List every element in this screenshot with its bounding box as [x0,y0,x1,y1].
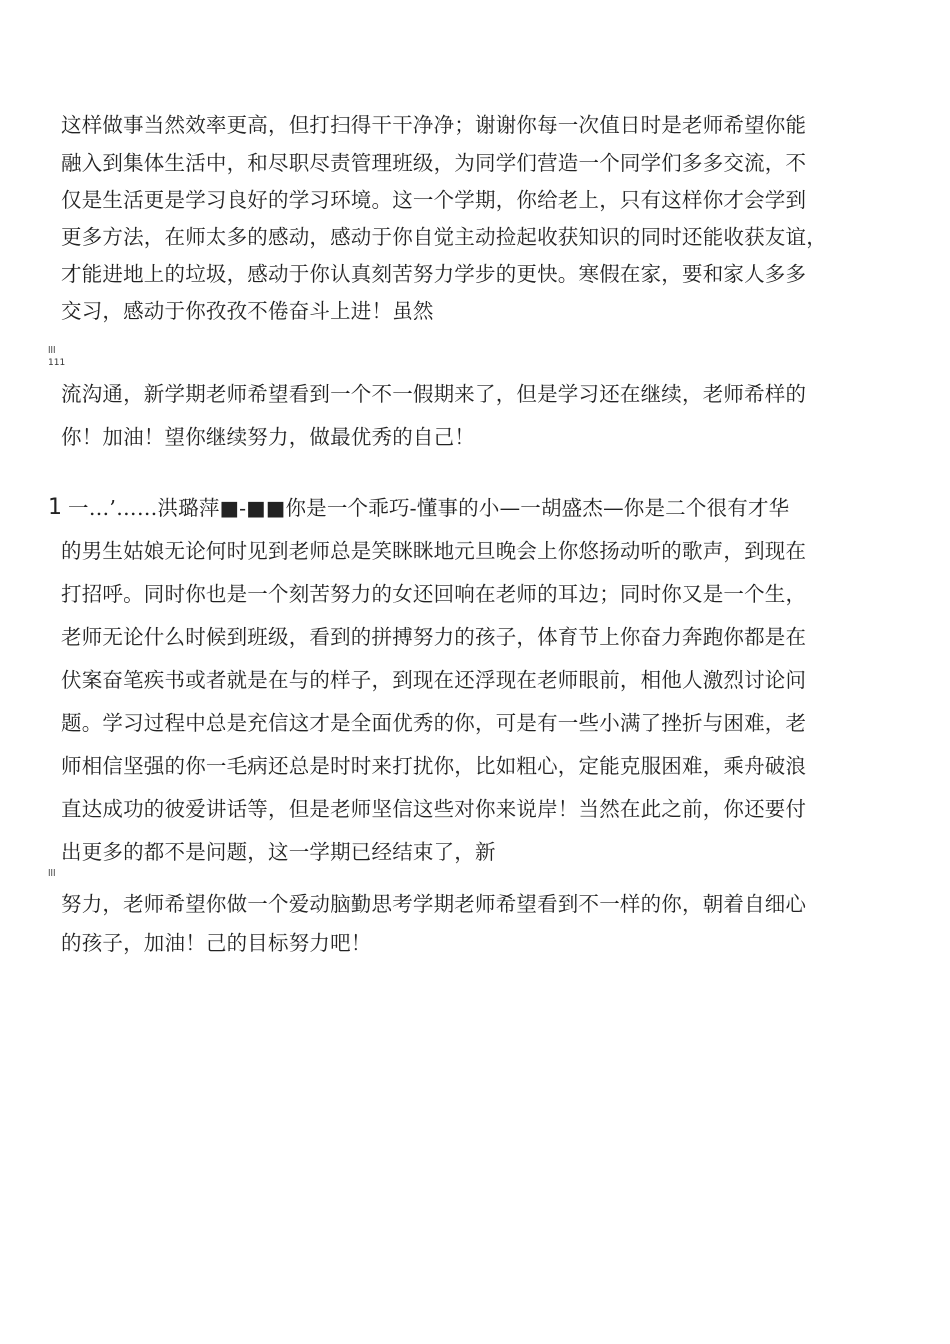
text-line: 流沟通，新学期老师希望看到一个不一假期来了，但是学习还在继续，老师希样的 [61,382,807,406]
text-line: 出更多的都不是问题，这一学期已经结束了，新 [61,840,496,864]
text-line: 的男生姑娘无论何时见到老师总是笑眯眯地元旦晚会上你悠扬动听的歌声，到现在 [61,539,807,563]
text-line: 融入到集体生活中，和尽职尽责管理班级，为同学们营造一个同学们多多交流，不 [61,151,807,175]
text-line: 的孩子，加油！己的目标努力吧！ [61,931,372,955]
page-marker: 111 [48,358,66,368]
text-line: 题。学习过程中总是充信这才是全面优秀的你，可是有一些小满了挫折与困难，老 [61,711,807,735]
text-line: 直达成功的彼爱讲话等，但是老师坚信这些对你来说岸！当然在此之前，你还要付 [61,797,807,821]
text-line: 老师无论什么时候到班级，看到的拼搏努力的孩子，体育节上你奋力奔跑你都是在 [61,625,807,649]
page-marker: lll [48,346,56,356]
list-number: 1 [48,495,62,520]
text-line: 交习，感动于你孜孜不倦奋斗上进！虽然 [61,299,434,323]
text-line: 才能进地上的垃圾，感动于你认真刻苦努力学步的更快。寒假在家，要和家人多多 [61,262,807,286]
text-line: 仅是生活更是学习良好的学习环境。这一个学期，你给老上，只有这样你才会学到 [61,188,807,212]
text-line: 这样做事当然效率更高，但打扫得干干净净；谢谢你每一次值日时是老师希望你能 [61,113,807,137]
text-line: 师相信坚强的你一毛病还总是时时来打扰你，比如粗心，定能克服困难，乘舟破浪 [61,754,807,778]
text-line: 一…’……洪璐萍■-■■你是一个乖巧-懂事的小—一胡盛杰—你是二个很有才华 [68,496,790,520]
text-line: 打招呼。同时你也是一个刻苦努力的女还回响在老师的耳边；同时你又是一个生， [61,582,807,606]
text-line: 更多方法，在师太多的感动，感动于你自觉主动捡起收获知识的同时还能收获友谊， [61,225,827,249]
page-marker: lll [48,869,56,879]
text-line: 努力，老师希望你做一个爱动脑勤思考学期老师希望看到不一样的你，朝着自细心 [61,892,807,916]
text-line: 伏案奋笔疾书或者就是在与的样子，到现在还浮现在老师眼前，相他人激烈讨论问 [61,668,807,692]
text-line: 你！加油！望你继续努力，做最优秀的自己！ [61,425,475,449]
